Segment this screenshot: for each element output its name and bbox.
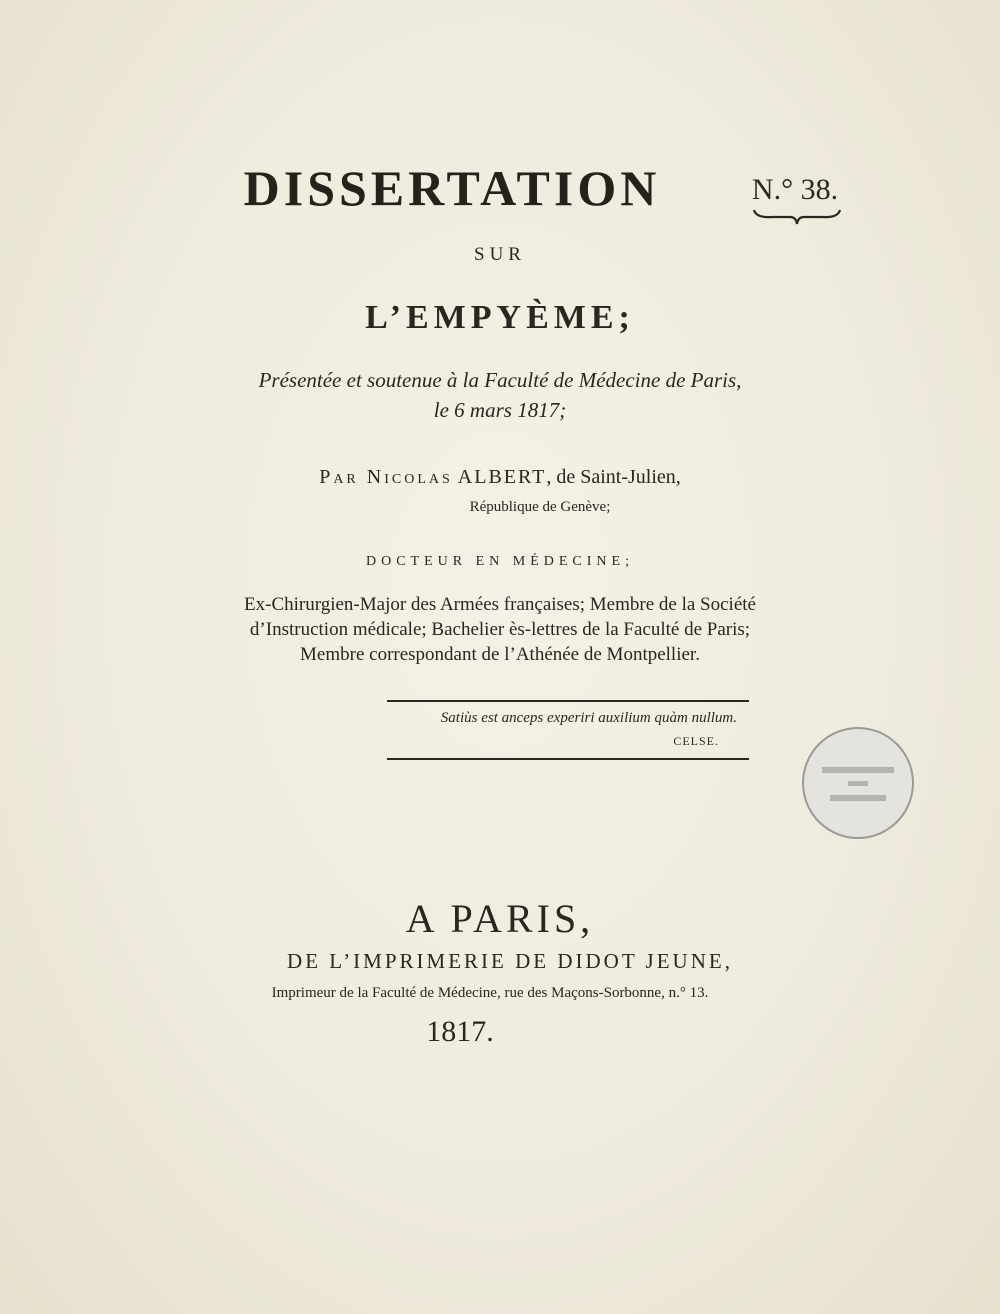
document-number: N.° 38. xyxy=(751,173,839,206)
imprint-printer: DE L’IMPRIMERIE DE DIDOT JEUNE, xyxy=(287,949,733,973)
imprint-city: A PARIS, xyxy=(405,896,595,941)
epigraph-quote: Satiùs est anceps experiri auxilium quàm nullum. xyxy=(440,710,737,726)
imprint-year: 1817. xyxy=(426,1015,494,1048)
author-republic: République de Genève; xyxy=(469,499,611,515)
title-line: Ex-Chirurgien-Major des Armées françaises; Membre de la Société xyxy=(244,594,756,615)
epigraph-author: CELSE. xyxy=(673,734,719,748)
author-origin: , de Saint-Julien, xyxy=(546,466,681,488)
stamp-marks xyxy=(804,729,912,837)
title-preposition: SUR xyxy=(474,244,526,265)
author-prefix: Par Nicolas xyxy=(319,466,453,488)
document-title: DISSERTATION xyxy=(243,160,661,216)
imprint-address: Imprimeur de la Faculté de Médecine, rue des Maçons-Sorbonne, n.° 13. xyxy=(271,985,709,1001)
document-subject: L’EMPYÈME; xyxy=(365,299,635,336)
presentation-line: Présentée et soutenue à la Faculté de Médecine de Paris, xyxy=(258,368,742,392)
author-line xyxy=(0,464,1000,490)
author-degree: DOCTEUR EN MÉDECINE; xyxy=(366,554,634,569)
title-line: Membre correspondant de l’Athénée de Montpellier. xyxy=(300,644,700,665)
author-surname: ALBERT xyxy=(457,466,547,488)
date-line: le 6 mars 1817; xyxy=(433,398,567,422)
library-stamp-icon xyxy=(802,727,914,839)
title-line: d’Instruction médicale; Bachelier ès-lettres de la Faculté de Paris; xyxy=(249,619,751,640)
author-titles xyxy=(100,592,900,667)
brace-ornament-icon xyxy=(752,206,842,228)
epigraph-rule-bottom xyxy=(387,758,749,760)
epigraph-rule-top xyxy=(387,700,749,702)
